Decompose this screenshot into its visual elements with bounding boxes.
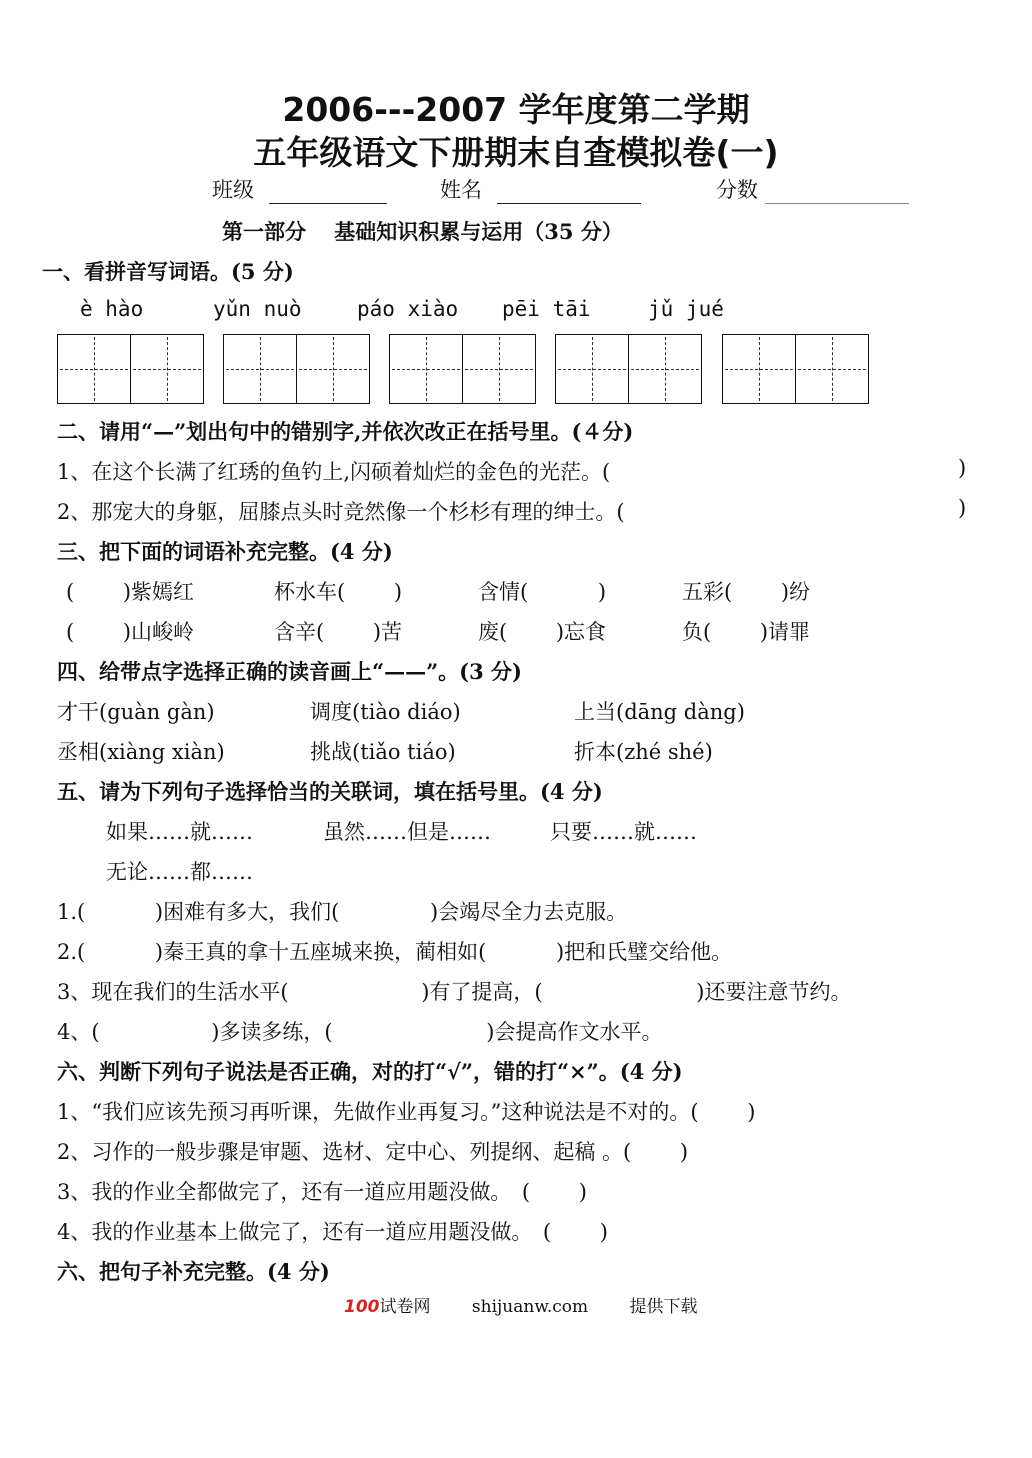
section5-heading: 五、请为下列句子选择恰当的关联词，填在括号里。(4 分)	[57, 779, 603, 804]
idiom-1: ( )紫嫣红	[66, 580, 195, 604]
pinyin-2: yǔn nuò	[213, 297, 302, 321]
s2-item-1-close: )	[958, 456, 967, 480]
name-label: 姓名	[440, 178, 482, 202]
score-blank[interactable]	[765, 181, 909, 204]
site-logo: 100	[344, 1297, 380, 1317]
name-field	[440, 174, 641, 204]
idiom-3: 含情( )	[478, 580, 607, 604]
footer-note: 提供下载	[629, 1297, 698, 1317]
idiom-5: ( )山峻岭	[66, 620, 195, 644]
reading-3: 上当(dāng dàng)	[574, 700, 745, 724]
footer-site-cn: 试卷网	[379, 1297, 431, 1317]
reading-5: 挑战(tiǎo tiáo)	[310, 740, 456, 764]
pinyin-5: jǔ jué	[648, 297, 724, 321]
exam-title-line1: 2006---2007 学年度第二学期	[282, 90, 750, 129]
conj-2: 虽然……但是……	[323, 820, 491, 844]
s6-item-3: 3、我的作业全都做完了，还有一道应用题没做。 ( )	[57, 1180, 587, 1204]
s6-item-4: 4、我的作业基本上做完了，还有一道应用题没做。 ( )	[57, 1220, 608, 1244]
s2-item-2: 2、那宠大的身躯，屈膝点头时竞然像一个杉杉有理的绅士。(	[57, 500, 625, 524]
reading-4: 丞相(xiàng xiàn)	[57, 740, 225, 764]
s5-item-3: 3、现在我们的生活水平( )有了提高，( )还要注意节约。	[57, 980, 852, 1004]
idiom-4: 五彩( )纷	[682, 580, 811, 604]
section6-heading: 六、判断下列句子说法是否正确，对的打“√”，错的打“×”。(4 分)	[57, 1059, 683, 1084]
section1-heading: 一、看拼音写词语。(5 分)	[42, 259, 294, 284]
footer-url[interactable]: shijuanw.com	[471, 1297, 589, 1317]
pinyin-4: pēi tāi	[502, 297, 591, 321]
reading-2: 调度(tiào diáo)	[310, 700, 461, 724]
conj-3: 只要……就……	[550, 820, 697, 844]
reading-6: 折本(zhé shé)	[574, 740, 713, 764]
idiom-8: 负( )请罪	[682, 620, 811, 644]
name-blank[interactable]	[497, 181, 641, 204]
s2-item-2-close: )	[958, 496, 967, 520]
s6-item-2: 2、习作的一般步骤是审题、选材、定中心、列提纲、起稿 。( )	[57, 1140, 689, 1164]
class-blank[interactable]	[269, 181, 387, 204]
s6-item-1: 1、“我们应该先预习再听课，先做作业再复习。”这种说法是不对的。( )	[57, 1100, 756, 1124]
s5-item-4: 4、( )多读多练，( )会提高作文水平。	[57, 1020, 663, 1044]
exam-title-line2: 五年级语文下册期末自查模拟卷(一)	[253, 133, 779, 172]
conj-1: 如果……就……	[106, 820, 253, 844]
s2-item-1: 1、在这个长满了红琇的鱼钓上,闪硕着灿烂的金色的光茫。(	[57, 460, 611, 484]
section3-heading: 三、把下面的词语补充完整。(4 分)	[57, 539, 393, 564]
s5-item-2: 2.( )秦王真的拿十五座城来换，蔺相如( )把和氏璧交给他。	[57, 940, 733, 964]
score-label: 分数	[716, 178, 758, 202]
class-field	[212, 174, 387, 204]
part1-heading: 第一部分 基础知识积累与运用（35 分）	[222, 219, 623, 244]
score-field	[716, 174, 909, 204]
reading-1: 才干(guàn gàn)	[57, 700, 215, 724]
idiom-7: 废( )忘食	[478, 620, 607, 644]
section2-heading: 二、请用“—”划出句中的错别字,并依次改正在括号里。(４分)	[57, 419, 634, 444]
section7-heading: 六、把句子补充完整。(4 分)	[57, 1259, 330, 1284]
idiom-2: 杯水车( )	[274, 580, 403, 604]
s5-item-1: 1.( )困难有多大，我们( )会竭尽全力去克服。	[57, 900, 628, 924]
conj-4: 无论……都……	[106, 860, 253, 884]
pinyin-3: páo xiào	[357, 297, 459, 321]
class-label: 班级	[212, 178, 254, 202]
footer	[344, 1292, 698, 1317]
section4-heading: 四、给带点字选择正确的读音画上“——”。(3 分)	[57, 659, 522, 684]
idiom-6: 含辛( )苦	[274, 620, 403, 644]
pinyin-1: è hào	[80, 297, 144, 321]
